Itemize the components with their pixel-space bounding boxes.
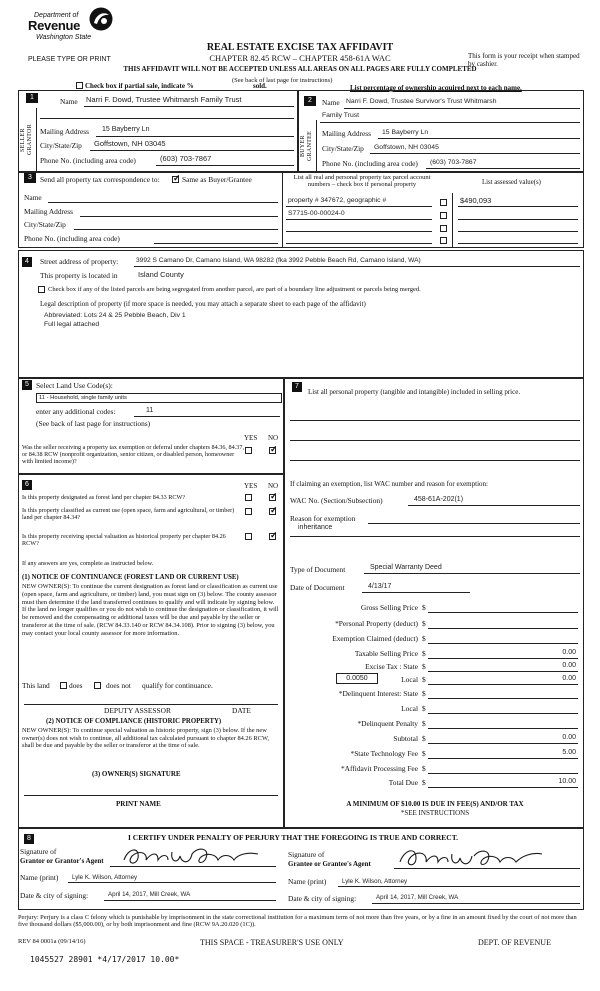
land-use-value: 11 - Household, single family units bbox=[39, 395, 127, 401]
delinquent-local-currency: $ bbox=[422, 704, 426, 713]
tech-fee-currency: $ bbox=[422, 749, 426, 758]
forest-land-question: Is this property designated as forest land per chapter 84.33 RCW? bbox=[22, 494, 186, 501]
taxable-line bbox=[428, 658, 578, 659]
buyer-phone-label: Phone No. (including area code) bbox=[322, 159, 418, 168]
delinquent-state-line bbox=[428, 698, 578, 699]
corr-name-line bbox=[48, 202, 278, 203]
seller-name-field[interactable]: Narri F. Dowd, Trustee Whitmarsh Family Trust bbox=[86, 95, 242, 104]
claim-exemption-label: If claiming an exemption, list WAC number and reason for exemption: bbox=[290, 480, 488, 488]
gross-currency: $ bbox=[422, 603, 426, 612]
land-does-checkbox[interactable] bbox=[60, 682, 67, 689]
personal-deduct-label: *Personal Property (deduct) bbox=[335, 619, 418, 628]
assessed-4-line bbox=[458, 243, 578, 244]
grantor-date-city-label: Date & city of signing: bbox=[20, 891, 89, 900]
s5-no-header: NO bbox=[268, 434, 279, 442]
corr-mailing-label: Mailing Address bbox=[24, 207, 74, 216]
grantor-name-print-field[interactable]: Lyle K. Wilson, Attorney bbox=[72, 874, 138, 881]
local-rate-field: 0.0050 bbox=[346, 675, 368, 682]
corr-mailing-line bbox=[80, 216, 278, 217]
perjury-notice: Perjury: Perjury is a class C felony which is punishable by imprisonment in the state correctional institution for a maximum term of not more than five years, or by a fine in an amount fixed by the court of not more than five thousand dollars ($5,000.00), or by both imprisonment and fine (RCW 9A.20.020 (1C)). bbox=[18, 914, 577, 929]
notice-continuance-title: (1) NOTICE OF CONTINUANCE (FOREST LAND OR CURRENT USE) bbox=[22, 574, 239, 581]
taxable-currency: $ bbox=[422, 649, 426, 658]
excise-local-currency: $ bbox=[422, 675, 426, 684]
s5-exemption-no-check-icon: ✓ bbox=[270, 444, 278, 454]
exemption-deduct-label: Exemption Claimed (deduct) bbox=[332, 634, 418, 643]
grantor-name-print-label: Name (print) bbox=[20, 873, 59, 882]
subtotal-line bbox=[428, 743, 578, 744]
corr-city-line bbox=[74, 229, 278, 230]
total-due-label: Total Due bbox=[388, 778, 418, 787]
seller-city-line bbox=[90, 150, 294, 151]
grantee-name-print-label: Name (print) bbox=[288, 877, 327, 886]
affidavit-fee-currency: $ bbox=[422, 764, 426, 773]
total-due-line bbox=[428, 787, 578, 788]
certify-statement: I CERTIFY UNDER PENALTY OF PERJURY THAT THE FOREGOING IS TRUE AND CORRECT. bbox=[128, 833, 459, 842]
parcel-3-checkbox[interactable] bbox=[440, 225, 447, 232]
washington-state-text: Washington State bbox=[36, 34, 92, 41]
same-as-buyer-label: Same as Buyer/Grantee bbox=[182, 175, 252, 184]
s6-no-header: NO bbox=[268, 482, 279, 490]
exemption-reason-field[interactable]: inheritance bbox=[298, 524, 333, 531]
buyer-mailing-line bbox=[378, 138, 580, 139]
current-use-no-check-icon: ✓ bbox=[270, 505, 278, 515]
print-name-label: PRINT NAME bbox=[116, 800, 161, 808]
buyer-city-field[interactable]: Goffstown, NH 03045 bbox=[374, 144, 439, 151]
gross-price-label: Gross Selling Price bbox=[360, 603, 418, 612]
parcel-4-checkbox[interactable] bbox=[440, 237, 447, 244]
sold-label: sold. bbox=[253, 82, 267, 90]
penalty-line bbox=[428, 728, 578, 729]
tech-fee-field[interactable]: 5.00 bbox=[562, 749, 576, 756]
section5-number: 5 bbox=[22, 380, 32, 390]
located-in-label: This property is located in bbox=[40, 271, 118, 280]
legal-description-label: Legal description of property (if more space is needed, you may attach a separate sheet to each page of the affidavit) bbox=[40, 300, 366, 308]
send-correspondence-label: Send all property tax correspondence to: bbox=[40, 175, 160, 184]
assessed-3-line bbox=[458, 231, 578, 232]
document-type-label: Type of Document bbox=[290, 565, 346, 574]
parcel-1-field[interactable]: property # 347672, geographic # bbox=[288, 197, 387, 204]
list-percentage-note: List percentage of ownership acquired next to each name. bbox=[350, 84, 522, 92]
land-does-not-label: does not bbox=[106, 681, 131, 690]
additional-codes-line bbox=[134, 416, 280, 417]
historic-question: Is this property receiving special valuation as historical property per chapter 84.26 RCW? bbox=[22, 533, 226, 548]
additional-codes-field[interactable]: 11 bbox=[146, 407, 154, 414]
grantee-sig-of-label: Signature of bbox=[288, 850, 325, 859]
delinquent-state-currency: $ bbox=[422, 689, 426, 698]
owner-signature-label: (3) OWNER(S) SIGNATURE bbox=[92, 770, 181, 778]
dor-emblem-icon bbox=[88, 6, 114, 32]
grantee-sig-line bbox=[394, 868, 580, 869]
deputy-date-label: DATE bbox=[232, 706, 251, 715]
buyer-name-line bbox=[344, 108, 580, 109]
document-date-line bbox=[362, 592, 470, 593]
deputy-assessor-label: DEPUTY ASSESSOR bbox=[104, 706, 171, 715]
corr-name-label: Name bbox=[24, 193, 42, 202]
historic-no-check-icon: ✓ bbox=[270, 530, 278, 540]
forest-no-check-icon: ✓ bbox=[270, 491, 278, 501]
wac-line bbox=[408, 505, 580, 506]
current-use-question: Is this property classified as current use (open space, farm and agricultural, or timber) land per chapter 84.34? bbox=[22, 507, 235, 522]
legal-description-line1[interactable]: Abbreviated: Lots 24 & 25 Pebble Beach, Div 1 bbox=[44, 312, 186, 319]
form-subtitle: CHAPTER 82.45 RCW – CHAPTER 458-61A WAC bbox=[209, 53, 391, 63]
grantee-agent-label: Grantee or Grantee's Agent bbox=[288, 860, 371, 868]
notice-compliance-title: (2) NOTICE OF COMPLIANCE (HISTORIC PROPERTY) bbox=[46, 718, 222, 725]
section2-side-divider bbox=[316, 120, 317, 171]
excise-state-line bbox=[428, 671, 578, 672]
grantor-date-city-line bbox=[104, 900, 276, 901]
parcel-1-line bbox=[286, 206, 432, 207]
seller-phone-label: Phone No. (including area code) bbox=[40, 156, 136, 165]
affidavit-fee-label: *Affidavit Processing Fee bbox=[340, 764, 418, 773]
document-date-label: Date of Document bbox=[290, 583, 345, 592]
section2-number: 2 bbox=[304, 96, 316, 106]
partial-sale-label: Check box if partial sale, indicate % bbox=[85, 82, 194, 90]
grantor-name-print-line bbox=[68, 882, 276, 883]
see-back-note: (See back of last page for instructions) bbox=[232, 77, 333, 84]
street-address-label: Street address of property: bbox=[40, 257, 119, 266]
buyer-name-label: Name bbox=[322, 98, 340, 107]
document-type-field[interactable]: Special Warranty Deed bbox=[370, 564, 442, 571]
seller-name-label: Name bbox=[60, 97, 78, 106]
seller-grantor-side-label: SELLER GRANTOR bbox=[20, 124, 33, 156]
parcel-3-line bbox=[286, 231, 432, 232]
grantor-agent-label: Grantor or Grantor's Agent bbox=[20, 857, 104, 865]
section1-number: 1 bbox=[26, 93, 38, 103]
dept-of-text: Department of bbox=[34, 12, 79, 19]
owner-signature-line bbox=[24, 795, 278, 796]
exemption-question: Was the seller receiving a property tax exemption or deferral under chapters 84.36, 84.37, or 84.38 RCW (nonprofit organization, senior citizen, or disabled person, homeowner with limited income)? bbox=[22, 444, 244, 466]
seller-city-field[interactable]: Goffstown, NH 03045 bbox=[94, 139, 166, 148]
personal-property-line2 bbox=[290, 440, 580, 441]
street-address-line bbox=[134, 266, 580, 267]
affidavit-fee-line bbox=[428, 773, 578, 774]
form-title: REAL ESTATE EXCISE TAX AFFIDAVIT bbox=[206, 42, 394, 53]
notice-continuance-body: NEW OWNER(S): To continue the current designation as forest land or classification as current use (open space, farm and agriculture, or timber) land, you must sign on (3) below. The county assessor must then determine if the land transferred continues to qualify and will indicate by signing below. If the land no longer qualifies or you do not wish to continue the designation or classification, it will be removed and the compensating or additional taxes will be due and payable by the seller or transferor at the time of sale. (RCW 84.33.140 or RCW 84.34.108). Prior to signing (3) below, you may contact your local county assessor for more information. bbox=[22, 583, 279, 637]
total-due-field[interactable]: 10.00 bbox=[558, 778, 576, 785]
excise-local-line bbox=[428, 684, 578, 685]
grantor-sig-line bbox=[110, 866, 276, 867]
buyer-phone-field[interactable]: (603) 703-7867 bbox=[430, 159, 477, 166]
parcel-list-header: List all real and personal property tax parcel account numbers – check box if personal property bbox=[293, 174, 431, 189]
taxable-price-field[interactable]: 0.00 bbox=[562, 649, 576, 656]
this-land-label: This land bbox=[22, 681, 50, 690]
exemption-currency: $ bbox=[422, 634, 426, 643]
exemption-reason-label: Reason for exemption bbox=[290, 514, 356, 523]
current-use-yes-checkbox[interactable] bbox=[245, 508, 252, 515]
parcel-2-checkbox[interactable] bbox=[440, 212, 447, 219]
seller-city-label: City/State/Zip bbox=[40, 141, 82, 150]
land-use-label: Select Land Use Code(s): bbox=[36, 381, 113, 390]
land-does-not-checkbox[interactable] bbox=[94, 682, 101, 689]
grantee-name-print-field[interactable]: Lyle K. Wilson, Attorney bbox=[342, 878, 408, 885]
partial-sale-checkbox[interactable] bbox=[76, 82, 83, 89]
assessed-col-divider bbox=[452, 193, 453, 248]
segregated-label: Check box if any of the listed parcels are being segregated from another parcel, are part of a boundary line adjustment or parcels being merged. bbox=[48, 286, 421, 293]
penalty-currency: $ bbox=[422, 719, 426, 728]
exemption-reason-line2 bbox=[290, 536, 580, 537]
historic-yes-checkbox[interactable] bbox=[245, 533, 252, 540]
delinquent-local-label: Local bbox=[401, 704, 418, 713]
revision-number: REV 84 0001a (09/14/16) bbox=[18, 938, 86, 945]
completion-warning: THIS AFFIDAVIT WILL NOT BE ACCEPTED UNLESS ALL AREAS ON ALL PAGES ARE FULLY COMPLETED bbox=[123, 65, 477, 73]
exemption-deduct-line bbox=[428, 643, 578, 644]
parcel-4-line bbox=[286, 243, 432, 244]
personal-property-line1 bbox=[290, 420, 580, 421]
seller-phone-field[interactable]: (603) 703-7867 bbox=[160, 154, 212, 163]
grantee-date-city-label: Date & city of signing: bbox=[288, 894, 357, 903]
revenue-wordmark: Revenue bbox=[28, 18, 81, 33]
notice-compliance-body: NEW OWNER(S): To continue special valuation as historic property, sign (3) below. If the new owner(s) does not wish to continue, all additional tax calculated pursuant to chapter 84.26 RCW, shall be due and payable by the seller or transferor at the time of sale. bbox=[22, 727, 269, 750]
buyer-grantee-side-label: BUYER GRANTEE bbox=[300, 130, 313, 162]
qualify-label: qualify for continuance. bbox=[142, 681, 213, 690]
section3-divider bbox=[282, 172, 283, 248]
dor-logo bbox=[28, 4, 120, 48]
subtotal-currency: $ bbox=[422, 734, 426, 743]
personal-property-line3 bbox=[290, 460, 580, 461]
print-instruction: PLEASE TYPE OR PRINT bbox=[28, 56, 111, 63]
seller-phone-line bbox=[156, 165, 294, 166]
section7-number: 7 bbox=[292, 382, 302, 392]
corr-phone-label: Phone No. (including area code) bbox=[24, 234, 120, 243]
section1-side-divider bbox=[36, 108, 37, 171]
treasurer-use-label: THIS SPACE - TREASURER'S USE ONLY bbox=[200, 938, 344, 947]
section4-number: 4 bbox=[22, 257, 32, 267]
see-instructions-note: *SEE INSTRUCTIONS bbox=[400, 809, 470, 817]
section8-number: 8 bbox=[24, 834, 34, 844]
personal-currency: $ bbox=[422, 619, 426, 628]
treasurer-stamp: 1045527 28901 *4/17/2017 10.00* bbox=[30, 955, 180, 964]
section3-number: 3 bbox=[24, 173, 36, 183]
buyer-name-field-line2[interactable]: Family Trust bbox=[322, 112, 360, 119]
section5-see-back: (See back of last page for instructions) bbox=[36, 419, 151, 428]
assessed-2-line bbox=[458, 219, 578, 220]
buyer-city-label: City/State/Zip bbox=[322, 144, 364, 153]
section7-sale-details bbox=[284, 378, 584, 828]
parcel-2-line bbox=[286, 219, 432, 220]
grantee-date-city-line bbox=[372, 903, 580, 904]
subtotal-label: Subtotal bbox=[393, 734, 418, 743]
parcel-1-checkbox[interactable] bbox=[440, 199, 447, 206]
assessed-1-field[interactable]: $490,093 bbox=[460, 196, 492, 205]
s6-yes-header: YES bbox=[244, 482, 258, 490]
gross-line bbox=[428, 612, 578, 613]
tech-fee-label: *State Technology Fee bbox=[350, 749, 418, 758]
document-type-line bbox=[364, 573, 580, 574]
buyer-name-field[interactable]: Narri F. Dowd, Trustee Survivor's Trust Whitmarsh bbox=[346, 98, 497, 105]
exemption-reason-line bbox=[368, 523, 580, 524]
buyer-mailing-field[interactable]: 15 Bayberry Ln bbox=[382, 129, 429, 136]
buyer-name-line2 bbox=[320, 122, 580, 123]
subtotal-field[interactable]: 0.00 bbox=[562, 734, 576, 741]
forest-yes-checkbox[interactable] bbox=[245, 494, 252, 501]
wac-label: WAC No. (Section/Subsection) bbox=[290, 496, 383, 505]
seller-mailing-label: Mailing Address bbox=[40, 127, 90, 136]
corr-city-label: City/State/Zip bbox=[24, 220, 66, 229]
excise-local-label: Local bbox=[401, 675, 418, 684]
grantee-name-print-line bbox=[338, 886, 580, 887]
taxable-price-label: Taxable Selling Price bbox=[354, 649, 418, 658]
delinquent-local-line bbox=[428, 713, 578, 714]
assessed-1-line bbox=[458, 206, 578, 207]
section6-number: 6 bbox=[22, 480, 32, 490]
buyer-city-line bbox=[370, 153, 580, 154]
buyer-phone-line bbox=[426, 168, 580, 169]
personal-property-label: List all personal property (tangible and intangible) included in selling price. bbox=[308, 388, 521, 396]
grantor-date-city-field[interactable]: April 14, 2017, Mill Creek, WA bbox=[108, 891, 191, 898]
tech-fee-line bbox=[428, 758, 578, 759]
delinquent-penalty-label: *Delinquent Penalty bbox=[357, 719, 418, 728]
excise-local-field[interactable]: 0.00 bbox=[562, 675, 576, 682]
s5-yes-header: YES bbox=[244, 434, 258, 442]
document-date-field[interactable]: 4/13/17 bbox=[368, 583, 392, 590]
receipt-note: This form is your receipt when stamped by cashier. bbox=[468, 52, 580, 69]
legal-description-line2[interactable]: Full legal attached bbox=[44, 321, 100, 328]
if-yes-instruction: If any answers are yes, complete as instructed below. bbox=[22, 560, 154, 567]
buyer-mailing-label: Mailing Address bbox=[322, 129, 372, 138]
seller-mailing-line bbox=[96, 136, 294, 137]
minimum-fee-note: A MINIMUM OF $10.00 IS DUE IN FEE(S) AND/OR TAX bbox=[346, 800, 524, 808]
land-does-label: does bbox=[69, 681, 83, 690]
deputy-line bbox=[24, 704, 278, 705]
grantee-date-city-field[interactable]: April 14, 2017, Mill Creek, WA bbox=[376, 894, 459, 901]
seller-mailing-field[interactable]: 15 Bayberry Ln bbox=[102, 126, 150, 133]
additional-codes-label: enter any additional codes: bbox=[36, 407, 116, 416]
dept-revenue-label: DEPT. OF REVENUE bbox=[478, 938, 551, 947]
street-address-field[interactable]: 3992 S Camano Dr, Camano Island, WA 98282 (fka 3992 Pebble Beach Rd, Camano Island, WA) bbox=[136, 257, 421, 264]
total-due-currency: $ bbox=[422, 778, 426, 787]
wac-field[interactable]: 458-61A-202(1) bbox=[414, 496, 464, 503]
county-field[interactable]: Island County bbox=[138, 270, 184, 279]
excise-state-label: Excise Tax : State bbox=[365, 662, 418, 671]
corr-phone-line bbox=[154, 243, 278, 244]
excise-state-field[interactable]: 0.00 bbox=[562, 662, 576, 669]
excise-state-currency: $ bbox=[422, 662, 426, 671]
s5-exemption-yes-checkbox[interactable] bbox=[245, 447, 252, 454]
seller-name-line bbox=[84, 106, 294, 107]
parcel-2-field[interactable]: S7715-00-00024-0 bbox=[288, 210, 345, 217]
same-as-buyer-check-icon: ✓ bbox=[173, 173, 181, 183]
assessed-value-header: List assessed value(s) bbox=[482, 179, 541, 186]
grantor-sig-of-label: Signature of bbox=[20, 847, 57, 856]
seller-name-line2 bbox=[40, 118, 294, 119]
delinquent-state-label: *Delinquent Interest: State bbox=[338, 689, 418, 698]
segregated-checkbox[interactable] bbox=[38, 286, 45, 293]
personal-deduct-line bbox=[428, 628, 578, 629]
